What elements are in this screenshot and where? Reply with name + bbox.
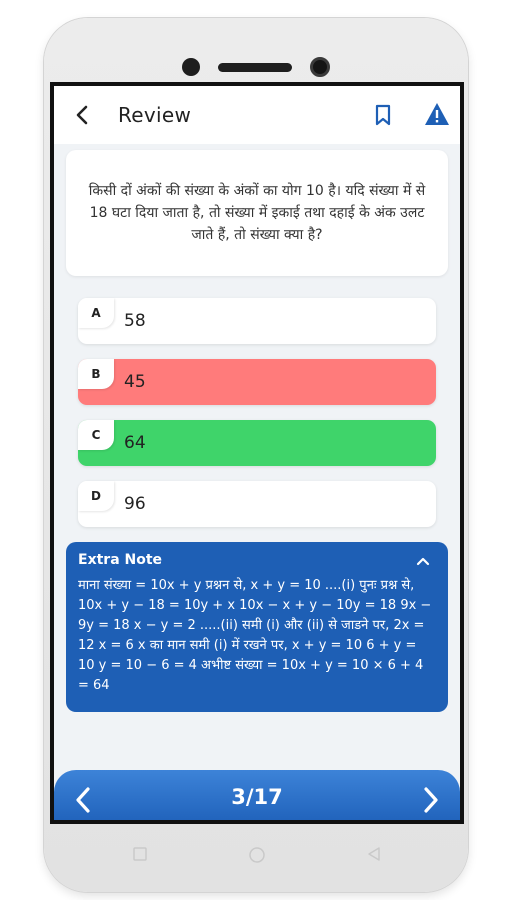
app-screen [50,82,464,824]
sensor-dot [182,58,200,76]
option-a[interactable] [78,298,436,344]
chevron-up-icon[interactable] [416,556,430,566]
option-d[interactable] [78,481,436,527]
option-value: 45 [124,372,146,392]
chevron-right-icon[interactable] [420,786,442,814]
option-b-wrong[interactable] [78,359,436,405]
extra-note-panel [66,542,448,712]
android-nav-keys [50,836,464,876]
warning-triangle-icon[interactable] [424,102,450,126]
option-letter: D [78,481,114,511]
page-title: Review [118,103,192,127]
question-text: किसी दों अंकों की संख्या के अंकों का योग 10 है। यदि संख्या में से 18 घटा दिया जाता है, तो संख्या में इकाई तथा दहाई के अंक उलट जाते हैं, तो संख्या क्या है? [88,183,426,243]
option-value: 58 [124,311,146,331]
extra-note-title: Extra Note [78,552,163,568]
question-counter: 3/17 [231,785,283,809]
home-circle-icon[interactable] [248,846,266,864]
recents-square-icon[interactable] [132,846,148,862]
back-arrow-icon[interactable] [72,104,94,126]
option-letter: B [78,359,114,389]
option-letter: C [78,420,114,450]
earpiece-speaker [218,63,292,72]
back-triangle-icon[interactable] [366,846,382,862]
question-navigation-bar [54,770,460,824]
option-value: 64 [124,433,146,453]
app-bar [54,86,460,144]
option-c-correct[interactable] [78,420,436,466]
question-card [66,150,448,276]
option-value: 96 [124,494,146,514]
extra-note-body: माना संख्या = 10x + y प्रश्नन से, x + y = 10 ....(i) पुनः प्रश्न से, 10x + y − 18 = 10y + x 10x − x + y − 10y = 18 9x − 9y = 18 x − y = 2 .....(ii) समी (i) और (ii) से जाडने पर, 2x = 12 x = 6 x का मान समी (i) में रखने पर, x + y = 10 6 + y = 10 y = 10 − 6 = 4 अभीष्ट संख्या = 10x + y = 10 × 6 + 4 = 64 [78,578,432,693]
option-letter: A [78,298,114,328]
front-camera [310,57,330,77]
bookmark-icon[interactable] [372,104,394,126]
